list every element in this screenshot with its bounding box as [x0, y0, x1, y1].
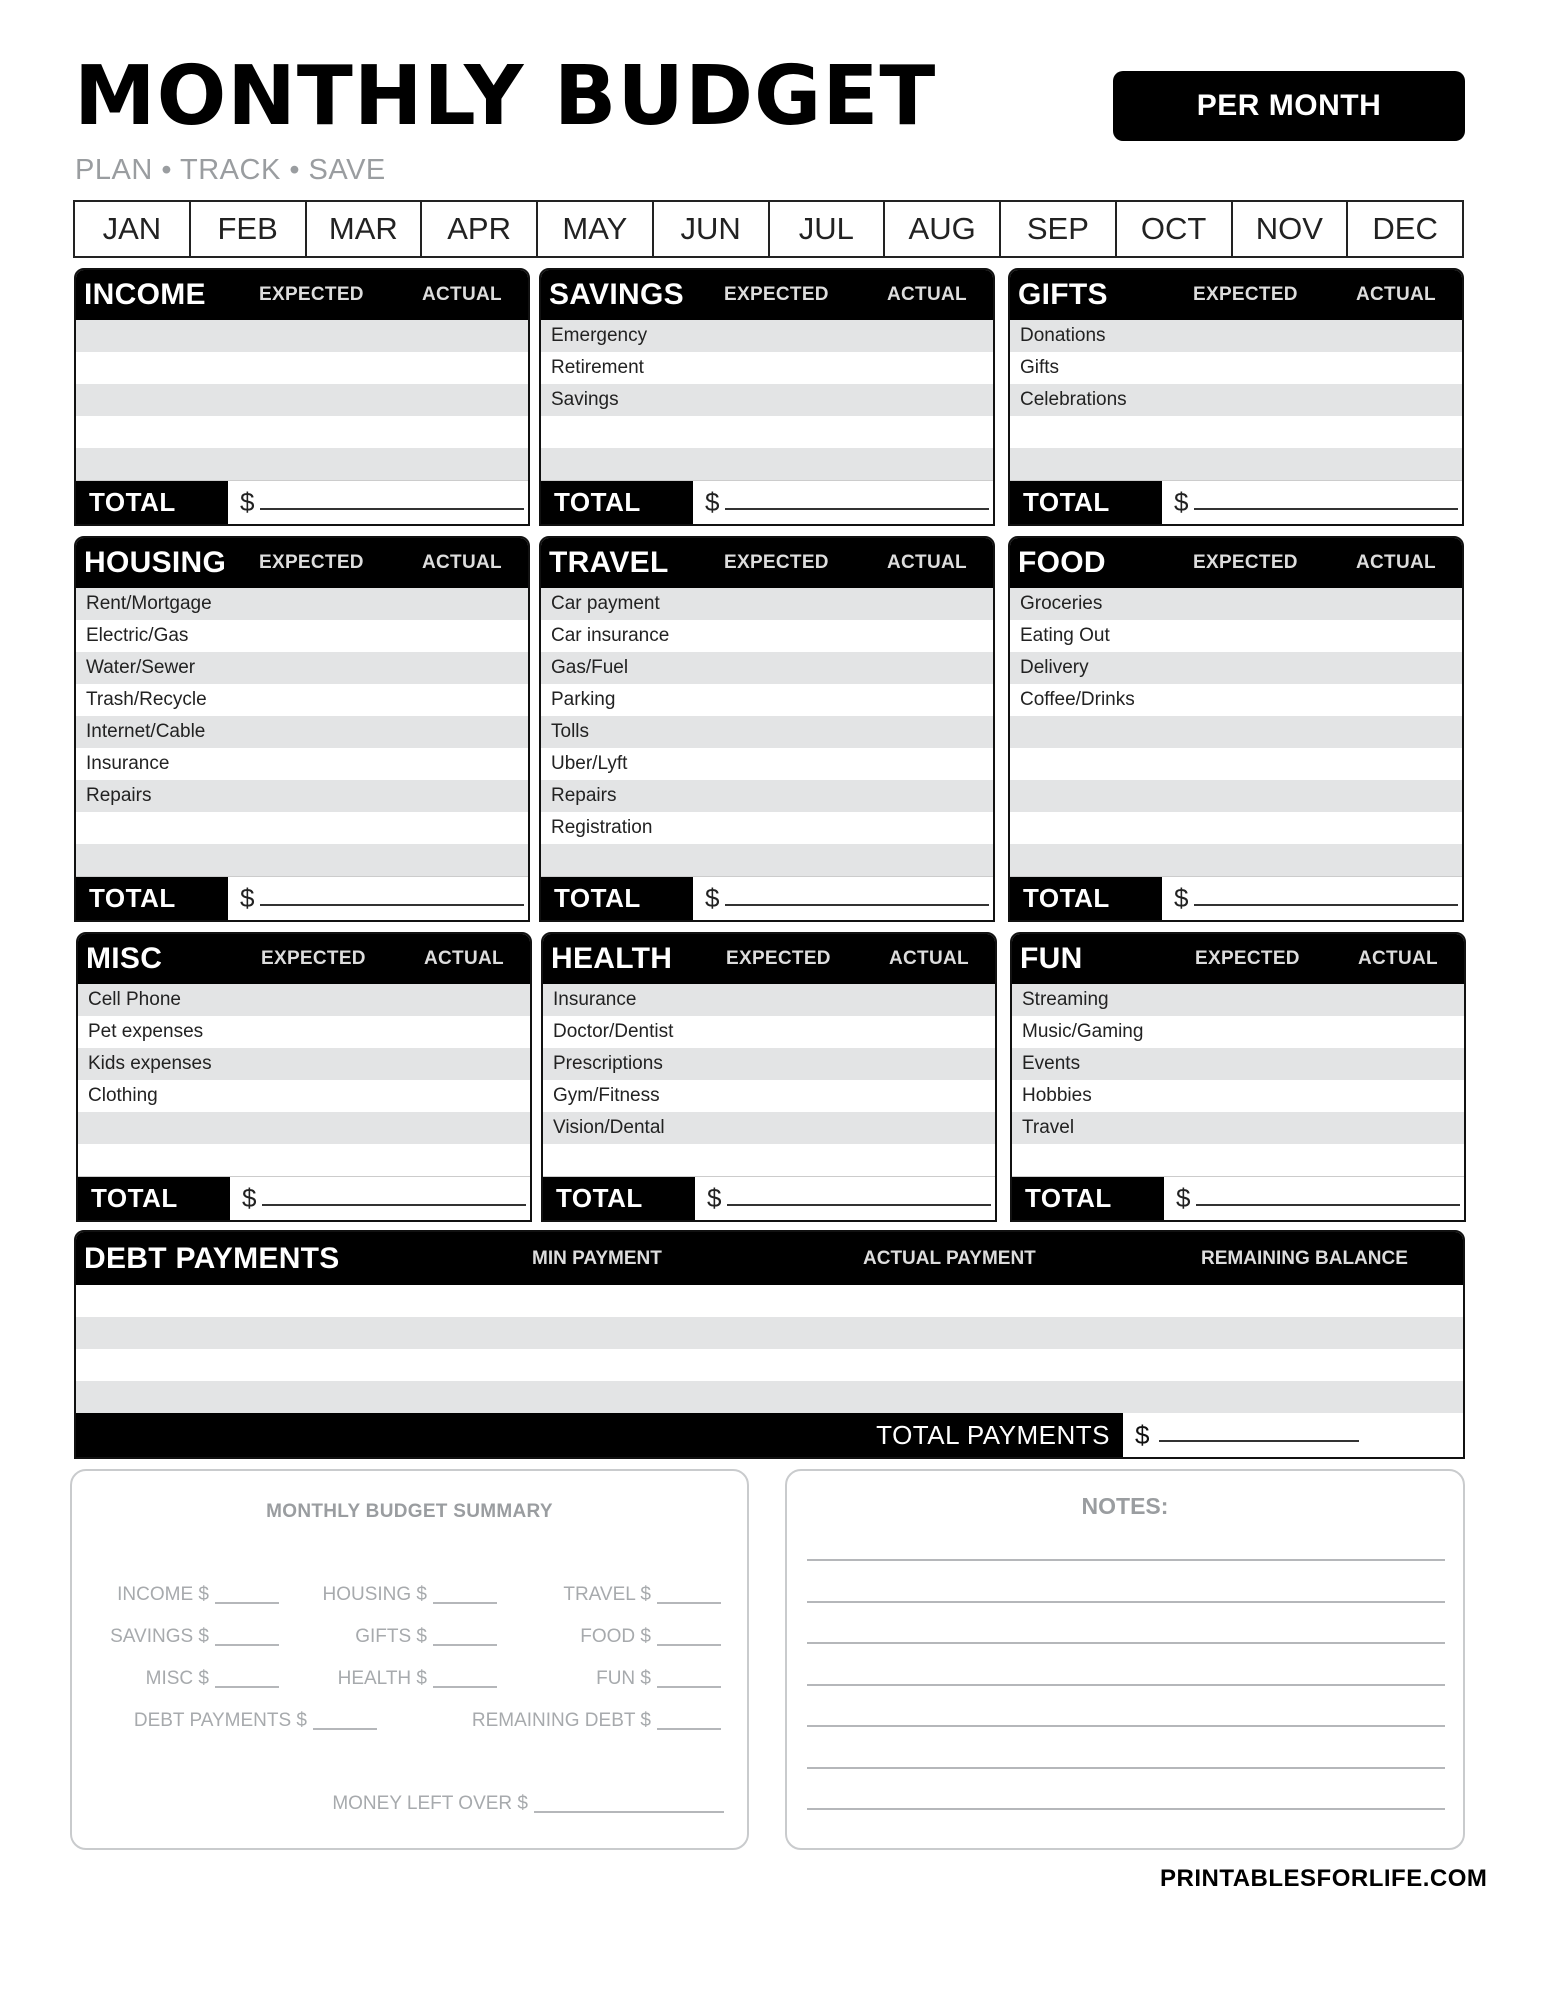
income-header: [76, 270, 528, 320]
budget-row[interactable]: Insurance: [76, 748, 528, 780]
summary-health[interactable]: [338, 1668, 497, 1690]
blank-line: [534, 1811, 724, 1813]
page-title: MONTHLY BUDGET: [74, 49, 937, 144]
blank-line: [262, 1204, 526, 1206]
summary-income[interactable]: [117, 1584, 279, 1606]
health-card: [541, 932, 997, 1222]
summary-travel[interactable]: [563, 1584, 721, 1606]
month-sep[interactable]: SEP: [1001, 202, 1117, 256]
budget-row[interactable]: Uber/Lyft: [541, 748, 993, 780]
month-dec[interactable]: DEC: [1372, 211, 1438, 246]
gifts-title: GIFTS: [1018, 278, 1108, 311]
currency-symbol: $: [240, 487, 255, 517]
budget-row[interactable]: [76, 448, 528, 480]
currency-symbol: $: [705, 487, 720, 517]
budget-row[interactable]: [76, 844, 528, 876]
budget-row[interactable]: [1010, 716, 1462, 748]
total-payments-label: TOTAL PAYMENTS: [876, 1419, 1110, 1450]
travel-title: TRAVEL: [549, 546, 669, 579]
misc-title: MISC: [86, 942, 163, 975]
expected-header: EXPECTED: [1193, 552, 1298, 573]
budget-row[interactable]: [1010, 844, 1462, 876]
housing-title: HOUSING: [84, 546, 227, 579]
remaining-balance-header: REMAINING BALANCE: [1201, 1247, 1408, 1269]
budget-row[interactable]: Gym/Fitness: [543, 1080, 995, 1112]
expected-header: EXPECTED: [1195, 948, 1300, 969]
blank-line: [433, 1644, 497, 1646]
summary-remaining-debt-label: REMAINING DEBT $: [471, 1710, 651, 1731]
summary-debt-payments-label: DEBT PAYMENTS $: [133, 1710, 307, 1731]
fun-title: FUN: [1020, 942, 1083, 975]
expected-header: EXPECTED: [724, 552, 829, 573]
budget-row[interactable]: Rent/Mortgage: [76, 588, 528, 620]
summary-health-label: HEALTH $: [337, 1668, 427, 1689]
month-jan[interactable]: JAN: [75, 202, 191, 256]
month-oct[interactable]: OCT: [1117, 202, 1233, 256]
budget-row[interactable]: Groceries: [1010, 588, 1462, 620]
currency-symbol: $: [707, 1183, 722, 1213]
budget-row[interactable]: Electric/Gas: [76, 620, 528, 652]
budget-row[interactable]: [76, 352, 528, 384]
budget-row[interactable]: [1010, 812, 1462, 844]
summary-title: MONTHLY BUDGET SUMMARY: [266, 1501, 553, 1522]
housing-header: [76, 538, 528, 588]
summary-misc-label: MISC $: [145, 1668, 209, 1689]
debt-row[interactable]: [76, 1349, 1463, 1381]
budget-row[interactable]: Repairs: [76, 780, 528, 812]
budget-row[interactable]: Travel: [1012, 1112, 1464, 1144]
budget-row[interactable]: Car insurance: [541, 620, 993, 652]
budget-row[interactable]: Eating Out: [1010, 620, 1462, 652]
month-feb[interactable]: FEB: [191, 202, 307, 256]
budget-row[interactable]: Hobbies: [1012, 1080, 1464, 1112]
budget-row[interactable]: Prescriptions: [543, 1048, 995, 1080]
total-field[interactable]: [695, 1177, 995, 1220]
budget-row[interactable]: [78, 1144, 530, 1176]
total-field[interactable]: [693, 877, 993, 920]
actual-header: ACTUAL: [1356, 552, 1436, 573]
min-payment-header: MIN PAYMENT: [532, 1247, 662, 1269]
blank-line: [433, 1686, 497, 1688]
currency-symbol: $: [705, 883, 720, 913]
budget-row[interactable]: [1012, 1144, 1464, 1176]
blank-line: [727, 1204, 991, 1206]
blank-line: [433, 1602, 497, 1604]
summary-remaining-debt[interactable]: [472, 1710, 721, 1732]
total-label: TOTAL: [541, 877, 693, 920]
summary-travel-label: TRAVEL $: [563, 1584, 651, 1605]
misc-card: [76, 932, 532, 1222]
budget-row[interactable]: [76, 416, 528, 448]
income-total-row: [76, 480, 528, 524]
total-field[interactable]: [1164, 1177, 1464, 1220]
total-field[interactable]: [1162, 481, 1462, 524]
fun-header: [1012, 934, 1464, 984]
total-field[interactable]: [230, 1177, 530, 1220]
food-title: FOOD: [1018, 546, 1106, 579]
blank-line: [1196, 1204, 1460, 1206]
blank-line: [1159, 1440, 1359, 1442]
summary-income-label: INCOME $: [117, 1584, 209, 1605]
note-line[interactable]: [807, 1767, 1445, 1769]
misc-total-row: [78, 1176, 530, 1220]
blank-line: [215, 1644, 279, 1646]
note-line[interactable]: [807, 1642, 1445, 1644]
expected-header: EXPECTED: [726, 948, 831, 969]
savings-total-row: [541, 480, 993, 524]
budget-row[interactable]: Music/Gaming: [1012, 1016, 1464, 1048]
summary-food-label: FOOD $: [580, 1626, 651, 1647]
actual-header: ACTUAL: [887, 552, 967, 573]
currency-symbol: $: [1135, 1419, 1150, 1450]
blank-line: [313, 1728, 377, 1730]
note-line[interactable]: [807, 1559, 1445, 1561]
total-label: TOTAL: [76, 877, 228, 920]
income-title: INCOME: [84, 278, 206, 311]
blank-line: [1194, 904, 1458, 906]
health-total-row: [543, 1176, 995, 1220]
budget-row[interactable]: Repairs: [541, 780, 993, 812]
blank-line: [657, 1602, 721, 1604]
housing-card: [74, 536, 530, 922]
month-apr[interactable]: APR: [422, 202, 538, 256]
blank-line: [1194, 508, 1458, 510]
budget-row[interactable]: Kids expenses: [78, 1048, 530, 1080]
budget-row[interactable]: Donations: [1010, 320, 1462, 352]
budget-row[interactable]: Savings: [541, 384, 993, 416]
month-nov[interactable]: NOV: [1233, 202, 1349, 256]
month-jul[interactable]: JUL: [770, 202, 886, 256]
budget-row[interactable]: Delivery: [1010, 652, 1462, 684]
total-label: TOTAL: [1010, 877, 1162, 920]
budget-row[interactable]: [76, 812, 528, 844]
budget-row[interactable]: [78, 1112, 530, 1144]
blank-line: [725, 508, 989, 510]
summary-gifts[interactable]: [355, 1626, 497, 1648]
health-header: [543, 934, 995, 984]
summary-fun[interactable]: [596, 1668, 721, 1690]
actual-payment-header: ACTUAL PAYMENT: [863, 1247, 1036, 1269]
summary-savings[interactable]: [110, 1626, 279, 1648]
budget-row[interactable]: Pet expenses: [78, 1016, 530, 1048]
savings-header: [541, 270, 993, 320]
month-jun[interactable]: JUN: [654, 202, 770, 256]
budget-row[interactable]: Streaming: [1012, 984, 1464, 1016]
budget-row[interactable]: [76, 384, 528, 416]
summary-food[interactable]: [580, 1626, 721, 1648]
budget-row[interactable]: [76, 320, 528, 352]
debt-row[interactable]: [76, 1285, 1463, 1317]
budget-row[interactable]: Gas/Fuel: [541, 652, 993, 684]
total-field[interactable]: [693, 481, 993, 524]
budget-row[interactable]: Trash/Recycle: [76, 684, 528, 716]
budget-row[interactable]: Registration: [541, 812, 993, 844]
total-field[interactable]: [228, 877, 528, 920]
total-payments-field[interactable]: [1123, 1413, 1463, 1457]
travel-card: [539, 536, 995, 922]
misc-header: [78, 934, 530, 984]
blank-line: [260, 904, 524, 906]
note-line[interactable]: [807, 1725, 1445, 1727]
month-aug[interactable]: AUG: [885, 202, 1001, 256]
per-month-badge: PER MONTH: [1113, 71, 1465, 141]
budget-row[interactable]: Internet/Cable: [76, 716, 528, 748]
notes-box: [785, 1469, 1465, 1850]
budget-row[interactable]: [541, 844, 993, 876]
actual-header: ACTUAL: [422, 552, 502, 573]
blank-line: [215, 1686, 279, 1688]
budget-row[interactable]: Emergency: [541, 320, 993, 352]
budget-row[interactable]: [1010, 448, 1462, 480]
site-url[interactable]: PRINTABLESFORLIFE.COM: [1160, 1865, 1488, 1892]
summary-housing[interactable]: [322, 1584, 497, 1606]
currency-symbol: $: [1174, 883, 1189, 913]
total-label: TOTAL: [1012, 1177, 1164, 1220]
page-subtitle: PLAN • TRACK • SAVE: [75, 154, 386, 186]
debt-row[interactable]: [76, 1381, 1463, 1413]
budget-row[interactable]: [541, 448, 993, 480]
food-total-row: [1010, 876, 1462, 920]
summary-money-left-label: MONEY LEFT OVER $: [332, 1793, 528, 1814]
travel-header: [541, 538, 993, 588]
actual-header: ACTUAL: [889, 948, 969, 969]
actual-header: ACTUAL: [422, 284, 502, 305]
expected-header: EXPECTED: [1193, 284, 1298, 305]
total-label: TOTAL: [541, 481, 693, 524]
summary-misc[interactable]: [146, 1668, 279, 1690]
note-line[interactable]: [807, 1684, 1445, 1686]
actual-header: ACTUAL: [887, 284, 967, 305]
notes-title: NOTES:: [1081, 1493, 1169, 1519]
budget-row[interactable]: Car payment: [541, 588, 993, 620]
income-card: [74, 268, 530, 526]
budget-row[interactable]: Doctor/Dentist: [543, 1016, 995, 1048]
expected-header: EXPECTED: [724, 284, 829, 305]
total-field[interactable]: [228, 481, 528, 524]
budget-row[interactable]: Vision/Dental: [543, 1112, 995, 1144]
debt-title: DEBT PAYMENTS: [84, 1241, 340, 1275]
total-label: TOTAL: [543, 1177, 695, 1220]
housing-total-row: [76, 876, 528, 920]
budget-row[interactable]: Cell Phone: [78, 984, 530, 1016]
summary-money-left-over[interactable]: [332, 1793, 724, 1815]
blank-line: [725, 904, 989, 906]
note-line[interactable]: [807, 1601, 1445, 1603]
blank-line: [657, 1686, 721, 1688]
actual-header: ACTUAL: [1358, 948, 1438, 969]
fun-card: [1010, 932, 1466, 1222]
food-header: [1010, 538, 1462, 588]
budget-row[interactable]: Water/Sewer: [76, 652, 528, 684]
blank-line: [215, 1602, 279, 1604]
travel-total-row: [541, 876, 993, 920]
summary-fun-label: FUN $: [596, 1668, 651, 1689]
summary-gifts-label: GIFTS $: [355, 1626, 427, 1647]
budget-row[interactable]: [541, 416, 993, 448]
budget-row[interactable]: [1010, 748, 1462, 780]
note-line[interactable]: [807, 1808, 1445, 1810]
debt-header: [76, 1232, 1463, 1285]
debt-total-row: [76, 1413, 1463, 1457]
expected-header: EXPECTED: [259, 552, 364, 573]
currency-symbol: $: [1174, 487, 1189, 517]
budget-row[interactable]: Celebrations: [1010, 384, 1462, 416]
budget-summary-box: [70, 1469, 749, 1850]
blank-line: [657, 1728, 721, 1730]
blank-line: [657, 1644, 721, 1646]
total-label: TOTAL: [1010, 481, 1162, 524]
gifts-total-row: [1010, 480, 1462, 524]
currency-symbol: $: [242, 1183, 257, 1213]
budget-row[interactable]: Coffee/Drinks: [1010, 684, 1462, 716]
expected-header: EXPECTED: [261, 948, 366, 969]
budget-row[interactable]: [543, 1144, 995, 1176]
fun-total-row: [1012, 1176, 1464, 1220]
budget-row[interactable]: [1010, 416, 1462, 448]
total-field[interactable]: [1162, 877, 1462, 920]
actual-header: ACTUAL: [1356, 284, 1436, 305]
summary-housing-label: HOUSING $: [322, 1584, 427, 1605]
gifts-header: [1010, 270, 1462, 320]
gifts-card: [1008, 268, 1464, 526]
actual-header: ACTUAL: [424, 948, 504, 969]
budget-row[interactable]: Events: [1012, 1048, 1464, 1080]
budget-row[interactable]: Gifts: [1010, 352, 1462, 384]
month-mar[interactable]: MAR: [307, 202, 423, 256]
debt-row[interactable]: [76, 1317, 1463, 1349]
summary-debt-payments[interactable]: [134, 1710, 377, 1732]
currency-symbol: $: [240, 883, 255, 913]
blank-line: [260, 508, 524, 510]
budget-row[interactable]: Clothing: [78, 1080, 530, 1112]
debt-payments-table: [74, 1230, 1465, 1459]
total-label: TOTAL: [78, 1177, 230, 1220]
currency-symbol: $: [1176, 1183, 1191, 1213]
savings-title: SAVINGS: [549, 278, 684, 311]
budget-row[interactable]: Parking: [541, 684, 993, 716]
budget-row[interactable]: Retirement: [541, 352, 993, 384]
savings-card: [539, 268, 995, 526]
expected-header: EXPECTED: [259, 284, 364, 305]
summary-savings-label: SAVINGS $: [110, 1626, 209, 1647]
budget-row[interactable]: Insurance: [543, 984, 995, 1016]
budget-row[interactable]: [1010, 780, 1462, 812]
budget-row[interactable]: Tolls: [541, 716, 993, 748]
food-card: [1008, 536, 1464, 922]
month-may[interactable]: MAY: [538, 202, 654, 256]
total-label: TOTAL: [76, 481, 228, 524]
health-title: HEALTH: [551, 942, 673, 975]
month-selector: [73, 200, 1464, 258]
